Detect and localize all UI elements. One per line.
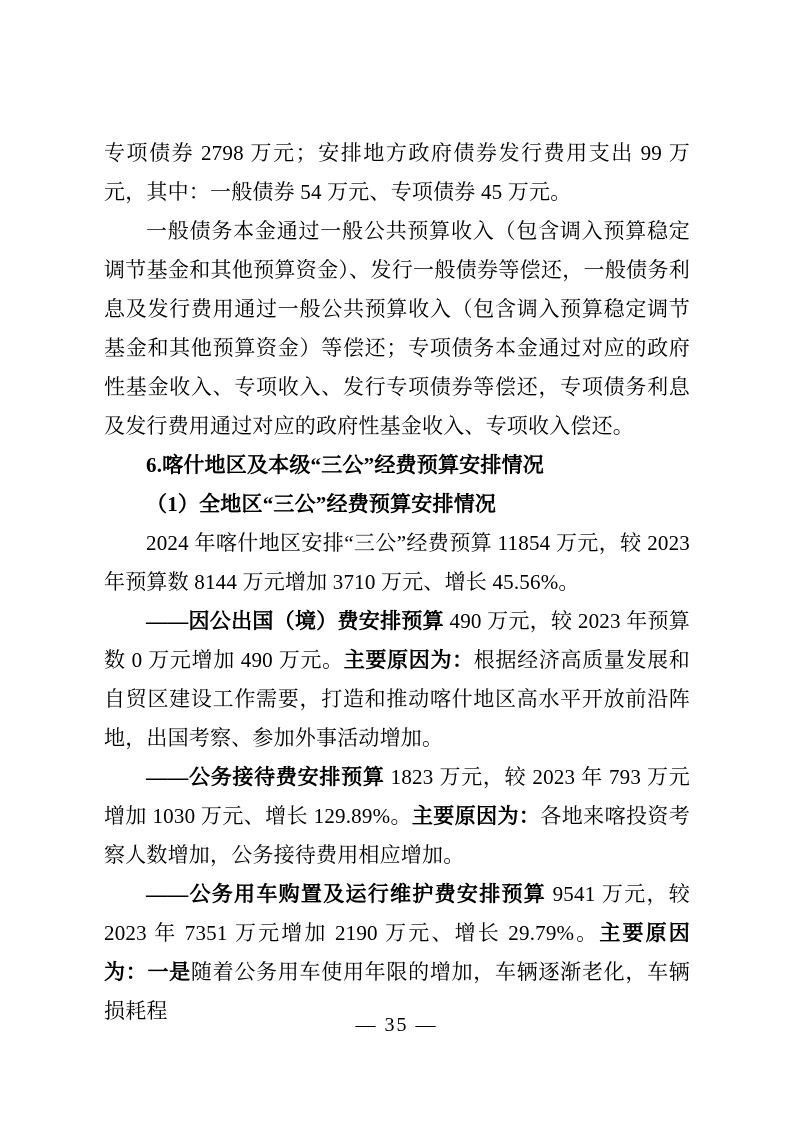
document-body [104, 134, 690, 1031]
heading-text: （1）全地区“三公”经费预算安排情况 [146, 492, 497, 516]
paragraph-overseas-travel [104, 602, 690, 758]
paragraph-debt-repayment [104, 212, 690, 446]
text-run-bold: 主要原因为： [411, 804, 541, 828]
text-run: 2024 年喀什地区安排“三公”经费预算 11854 万元，较 2023 年预算数 8144 万元增加 3710 万元、增长 45.56%。 [104, 531, 690, 594]
text-run-bold: 主要原因为： [343, 648, 474, 672]
paragraph-three-public-total [104, 524, 690, 602]
text-run-bold: ——公务接待费安排预算 [146, 765, 385, 789]
heading-text: 6.喀什地区及本级“三公”经费预算安排情况 [146, 453, 544, 477]
text-run: 1823 万元，较 2023 年 793 万元增加 1030 万元、增长 129.89%。 [104, 765, 690, 828]
text-run: 随着公务用车使用年限的增加，车辆逐渐老化，车辆损耗程 [104, 960, 690, 1023]
text-run: 各地来喀投资考察人数增加，公务接待费用相应增加。 [104, 804, 690, 867]
text-run: 490 万元，较 2023 年预算数 0 万元增加 490 万元。 [104, 609, 690, 672]
text-run: 根据经济高质量发展和自贸区建设工作需要，打造和推动喀什地区高水平开放前沿阵地，出国考察、参加外事活动增加。 [104, 648, 690, 750]
paragraph-official-reception [104, 758, 690, 875]
page-number: — 35 — [355, 1014, 438, 1036]
text-run: 专项债券 2798 万元；安排地方政府债券发行费用支出 99 万元，其中：一般债券 54 万元、专项债券 45 万元。 [104, 141, 690, 204]
text-run-bold: 主要原因为： [104, 921, 690, 984]
text-run: 9541 万元，较 2023 年 7351 万元增加 2190 万元、增长 29.79%。 [104, 882, 690, 945]
paragraph-official-vehicle [104, 875, 690, 1031]
text-run-bold: ——因公出国（境）费安排预算 [146, 609, 444, 633]
heading-subsection-1 [104, 485, 690, 524]
text-run: 一般债务本金通过一般公共预算收入（包含调入预算稳定调节基金和其他预算资金）、发行一般债券等偿还，一般债务利息及发行费用通过一般公共预算收入（包含调入预算稳定调节基金和其他预算资金）等偿还；专项债务本金通过对应的政府性基金收入、专项收入、发行专项债券等偿还，专项债务利息及发行费用通过对应的政府性基金收入、专项收入偿还。 [104, 219, 690, 438]
paragraph-debt-issuance-continued [104, 134, 690, 212]
text-run-bold: ——公务用车购置及运行维护费安排预算 [146, 882, 547, 906]
text-run-bold: 一是 [147, 960, 191, 984]
heading-section-6 [104, 446, 690, 485]
